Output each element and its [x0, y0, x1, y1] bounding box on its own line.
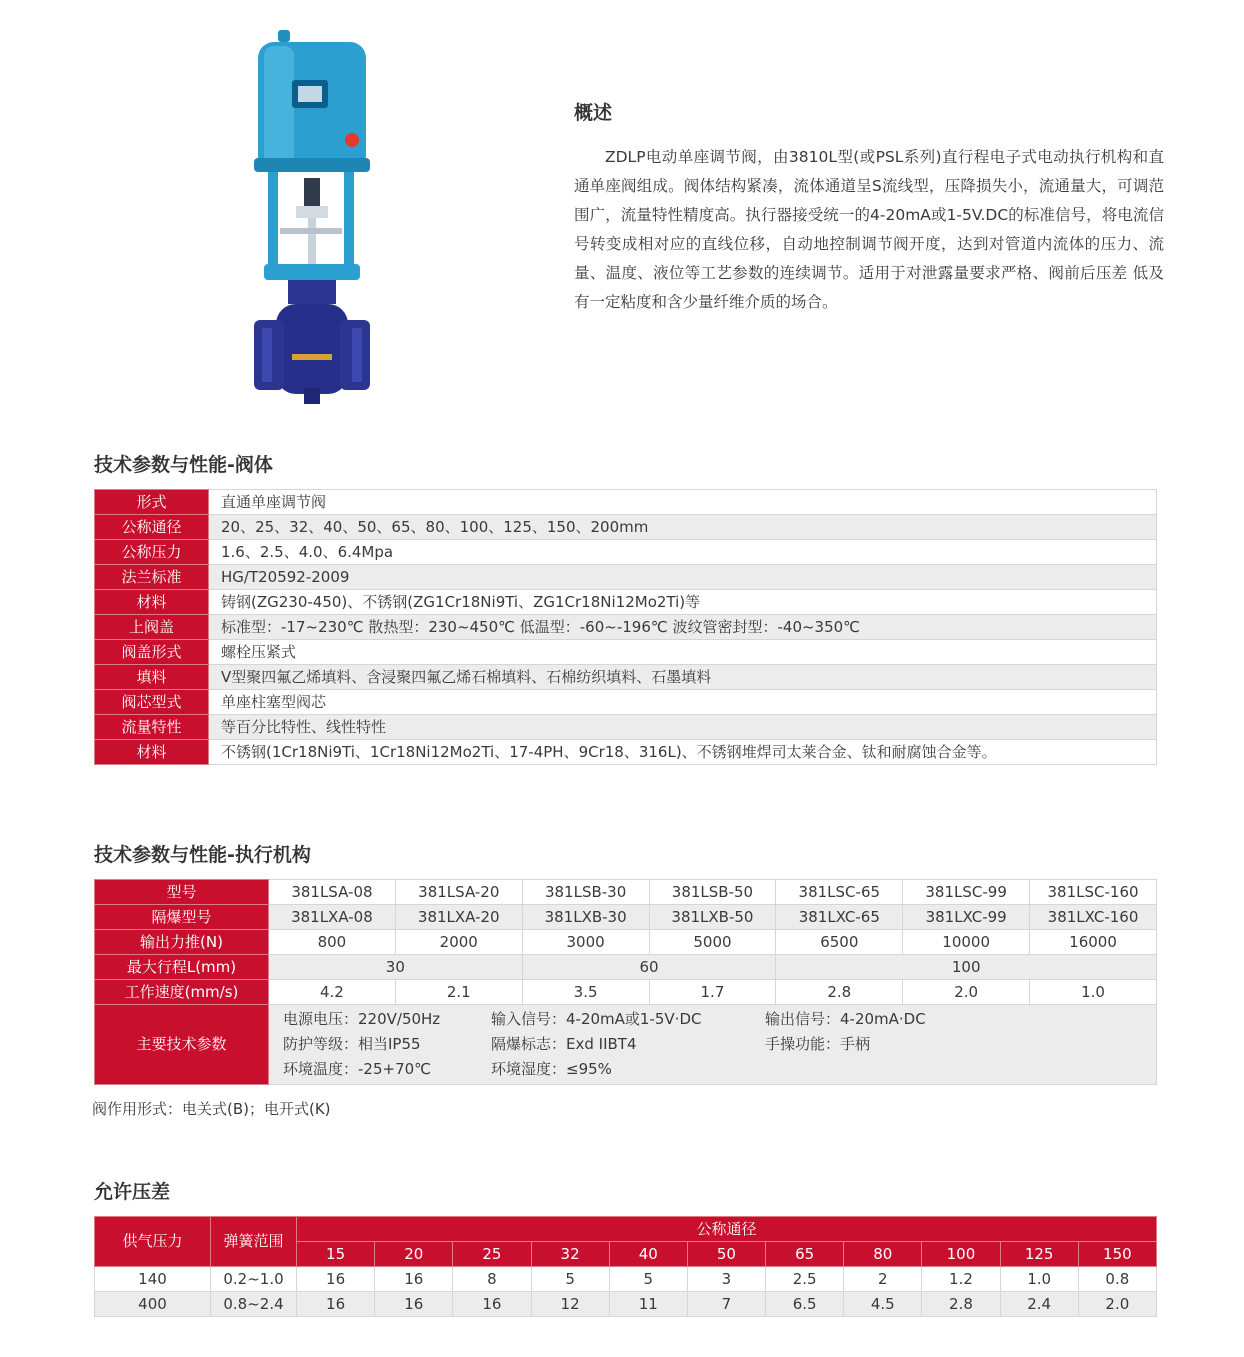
dn-header-cell: 15 — [297, 1242, 375, 1267]
param-text: 输入信号：4-20mA或1-5V·DC — [491, 1010, 702, 1028]
table-cell: 1.7 — [649, 980, 776, 1005]
row-label: 公称通径 — [95, 515, 209, 540]
table-cell: 381LSB-50 — [649, 880, 776, 905]
table-cell: 2.0 — [903, 980, 1030, 1005]
row-label: 阀盖形式 — [95, 640, 209, 665]
table-cell: 5 — [531, 1267, 609, 1292]
row-label: 形式 — [95, 490, 209, 515]
row-value: 等百分比特性、线性特性 — [209, 715, 1157, 740]
stroke-label: 最大行程L(mm) — [95, 955, 269, 980]
table-cell: 381LXC-99 — [903, 905, 1030, 930]
supply-value: 400 — [95, 1292, 211, 1317]
dn-header-cell: 40 — [609, 1242, 687, 1267]
table-cell: 8 — [453, 1267, 531, 1292]
table-cell: 5000 — [649, 930, 776, 955]
action-form-note: 阀作用形式：电关式(B)；电开式(K) — [92, 1100, 331, 1118]
row-value: 标准型：-17~230℃ 散热型：230~450℃ 低温型：-60~-196℃ 波纹管密封型：-40~350℃ — [209, 615, 1157, 640]
row-value: 1.6、2.5、4.0、6.4Mpa — [209, 540, 1157, 565]
table-cell: 381LSA-08 — [269, 880, 396, 905]
table-cell: 381LXA-20 — [395, 905, 522, 930]
pressure-table — [94, 1216, 1157, 1317]
table-cell: 381LSC-99 — [903, 880, 1030, 905]
thrust-label: 输出力推(N) — [95, 930, 269, 955]
table-cell: 30 — [269, 955, 523, 980]
table-cell: 11 — [609, 1292, 687, 1317]
param-text: 防护等级：相当IP55 — [283, 1035, 421, 1053]
speed-label: 工作速度(mm/s) — [95, 980, 269, 1005]
dn-header-cell: 20 — [375, 1242, 453, 1267]
supply-pressure-header: 供气压力 — [95, 1217, 211, 1267]
table-cell: 12 — [531, 1292, 609, 1317]
supply-value: 140 — [95, 1267, 211, 1292]
table-cell: 5 — [609, 1267, 687, 1292]
ex-model-label: 隔爆型号 — [95, 905, 269, 930]
table-cell: 2000 — [395, 930, 522, 955]
table-cell: 381LXC-160 — [1030, 905, 1157, 930]
table-cell: 6500 — [776, 930, 903, 955]
table-cell: 2.4 — [1000, 1292, 1078, 1317]
param-text: 手操功能：手柄 — [765, 1035, 871, 1053]
table-cell: 2.5 — [766, 1267, 844, 1292]
param-text: 环境温度：-25+70℃ — [283, 1060, 432, 1078]
dn-header-cell: 65 — [766, 1242, 844, 1267]
table-cell: 2.8 — [922, 1292, 1000, 1317]
table-cell: 4.5 — [844, 1292, 922, 1317]
table-cell: 381LSC-65 — [776, 880, 903, 905]
table-cell: 381LSC-160 — [1030, 880, 1157, 905]
nominal-diameter-header: 公称通径 — [297, 1217, 1157, 1242]
electric-valve-illustration — [240, 28, 390, 408]
table-row — [95, 540, 1157, 565]
table-row — [95, 590, 1157, 615]
table-row — [95, 1267, 1157, 1292]
row-label: 材料 — [95, 590, 209, 615]
table-cell: 4.2 — [269, 980, 396, 1005]
table-cell: 60 — [522, 955, 776, 980]
row-value: 单座柱塞型阀芯 — [209, 690, 1157, 715]
table-row — [95, 980, 1157, 1005]
dn-header-cell: 100 — [922, 1242, 1000, 1267]
table-row — [95, 1292, 1157, 1317]
table-cell: 381LXC-65 — [776, 905, 903, 930]
row-value: HG/T20592-2009 — [209, 565, 1157, 590]
table-row — [95, 1005, 1157, 1085]
table-row — [95, 565, 1157, 590]
table-row — [95, 740, 1157, 765]
row-label: 材料 — [95, 740, 209, 765]
row-label: 法兰标准 — [95, 565, 209, 590]
row-label: 公称压力 — [95, 540, 209, 565]
table-cell: 3 — [687, 1267, 765, 1292]
table-cell: 16 — [297, 1267, 375, 1292]
main-params-label: 主要技术参数 — [95, 1005, 269, 1085]
row-value: 不锈钢(1Cr18Ni9Ti、1Cr18Ni12Mo2Ti、17-4PH、9Cr18、316L)、不锈钢堆焊司太莱合金、钛和耐腐蚀合金等。 — [209, 740, 1157, 765]
table-row — [95, 615, 1157, 640]
table-cell: 10000 — [903, 930, 1030, 955]
spring-value: 0.2~1.0 — [211, 1267, 297, 1292]
table-row — [95, 640, 1157, 665]
table-cell: 16 — [453, 1292, 531, 1317]
row-label: 流量特性 — [95, 715, 209, 740]
row-value: V型聚四氟乙烯填料、含浸聚四氟乙烯石棉填料、石棉纺织填料、石墨填料 — [209, 665, 1157, 690]
table-cell: 16000 — [1030, 930, 1157, 955]
table-row — [95, 515, 1157, 540]
table-cell: 2 — [844, 1267, 922, 1292]
table-cell: 381LSB-30 — [522, 880, 649, 905]
table-row — [95, 955, 1157, 980]
overview-section — [574, 98, 1164, 317]
table-cell: 2.0 — [1078, 1292, 1156, 1317]
table-cell: 16 — [375, 1267, 453, 1292]
table-cell: 800 — [269, 930, 396, 955]
row-label: 阀芯型式 — [95, 690, 209, 715]
row-label: 上阀盖 — [95, 615, 209, 640]
row-label: 填料 — [95, 665, 209, 690]
table-cell: 7 — [687, 1292, 765, 1317]
table-row — [95, 1217, 1157, 1242]
body-section-title: 技术参数与性能-阀体 — [94, 454, 273, 476]
table-row — [95, 490, 1157, 515]
pressure-section-title: 允许压差 — [94, 1181, 171, 1203]
model-label: 型号 — [95, 880, 269, 905]
dn-header-cell: 25 — [453, 1242, 531, 1267]
table-cell: 381LXB-30 — [522, 905, 649, 930]
table-cell: 1.2 — [922, 1267, 1000, 1292]
spring-value: 0.8~2.4 — [211, 1292, 297, 1317]
dn-header-cell: 80 — [844, 1242, 922, 1267]
table-row — [95, 905, 1157, 930]
table-cell: 16 — [297, 1292, 375, 1317]
param-text: 环境湿度：≤95% — [491, 1060, 612, 1078]
valve-body-table — [94, 489, 1157, 765]
dn-header-cell: 32 — [531, 1242, 609, 1267]
dn-header-cell: 125 — [1000, 1242, 1078, 1267]
dn-header-cell: 50 — [687, 1242, 765, 1267]
row-value: 螺栓压紧式 — [209, 640, 1157, 665]
table-cell: 2.8 — [776, 980, 903, 1005]
table-cell: 3.5 — [522, 980, 649, 1005]
table-cell: 0.8 — [1078, 1267, 1156, 1292]
actuator-table — [94, 879, 1157, 1085]
row-value: 铸钢(ZG230-450)、不锈钢(ZG1Cr18Ni9Ti、ZG1Cr18Ni12Mo2Ti)等 — [209, 590, 1157, 615]
table-row — [95, 930, 1157, 955]
row-value: 直通单座调节阀 — [209, 490, 1157, 515]
table-cell: 100 — [776, 955, 1157, 980]
table-cell: 1.0 — [1000, 1267, 1078, 1292]
table-cell: 6.5 — [766, 1292, 844, 1317]
dn-header-cell: 150 — [1078, 1242, 1156, 1267]
table-cell: 2.1 — [395, 980, 522, 1005]
table-row — [95, 880, 1157, 905]
table-cell: 3000 — [522, 930, 649, 955]
table-cell: 16 — [375, 1292, 453, 1317]
spring-range-header: 弹簧范围 — [211, 1217, 297, 1267]
param-text: 电源电压：220V/50Hz — [283, 1010, 441, 1028]
overview-title: 概述 — [574, 102, 613, 124]
table-cell: 381LXB-50 — [649, 905, 776, 930]
table-row — [95, 690, 1157, 715]
param-text: 隔爆标志：Exd IIBT4 — [491, 1035, 637, 1053]
table-row — [95, 715, 1157, 740]
table-cell: 381LSA-20 — [395, 880, 522, 905]
table-row — [95, 665, 1157, 690]
overview-text: ZDLP电动单座调节阀，由3810L型(或PSL系列)直行程电子式电动执行机构和直通单座阀组成。阀体结构紧凑，流体通道呈S流线型，压降损失小，流通量大，可调范围广，流量特性精度高。执行器接受统一的4-20mA或1-5V.DC的标准信号，将电流信号转变成相对应的直线位移，自动地控制调节阀开度，达到对管道内流体的压力、流量、温度、液位等工艺参数的连续调节。适用于对泄露量要求严格、阀前后压差 低及有一定粘度和含少量纤维介质的场合。 — [574, 148, 1164, 311]
table-cell: 381LXA-08 — [269, 905, 396, 930]
row-value: 20、25、32、40、50、65、80、100、125、150、200mm — [209, 515, 1157, 540]
table-cell: 1.0 — [1030, 980, 1157, 1005]
main-params-cell — [269, 1005, 1157, 1085]
actuator-section-title: 技术参数与性能-执行机构 — [94, 844, 311, 866]
param-text: 输出信号：4-20mA·DC — [765, 1010, 926, 1028]
